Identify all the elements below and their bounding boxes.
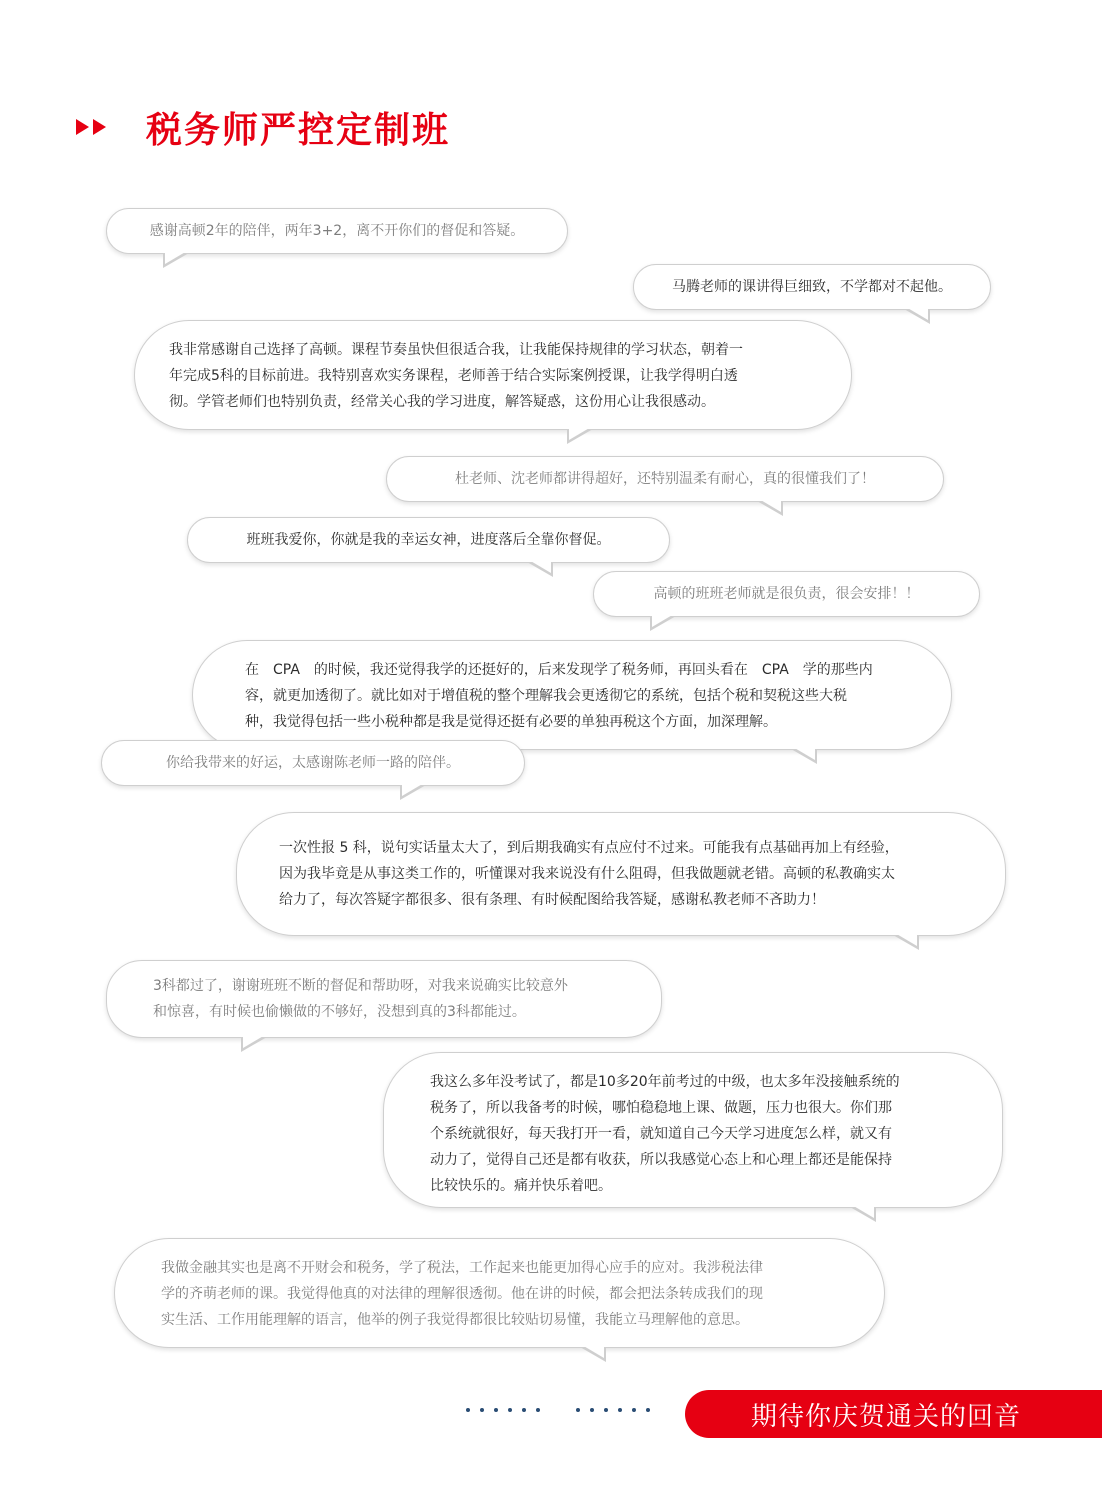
- testimonial-line: 因为我毕竟是从事这类工作的，听懂课对我来说没有什么阻碍，但我做题就老错。高顿的私教确实太: [279, 866, 895, 882]
- testimonial-bubble: [101, 740, 525, 786]
- bubble-tail: [893, 935, 919, 950]
- testimonial-text: 杜老师、沈老师都讲得超好，还特别温柔有耐心，真的很懂我们了！: [455, 471, 875, 487]
- bubble-tail: [791, 749, 817, 764]
- testimonial-line: 我做金融其实也是离不开财会和税务，学了税法，工作起来也能更加得心应手的应对。我涉税法律: [161, 1260, 763, 1276]
- testimonial-line: 一次性报 5 科，说句实话量太大了，到后期我确实有点应付不过来。可能我有点基础再加上有经验，: [279, 840, 899, 856]
- testimonial-line: 容，就更加透彻了。就比如对于增值税的整个理解我会更透彻它的系统，包括个税和契税这些大税: [245, 688, 847, 704]
- page-title: 税务师严控定制班: [146, 109, 451, 151]
- testimonial-text: 马腾老师的课讲得巨细致，不学都对不起他。: [672, 279, 952, 295]
- footer-banner: [685, 1390, 1102, 1438]
- testimonial-bubble: [134, 320, 852, 430]
- testimonial-bubble: [383, 1052, 1003, 1208]
- testimonial-bubble: [236, 812, 1006, 936]
- dots-divider-left: [466, 1408, 540, 1412]
- bubble-tail: [580, 1347, 606, 1362]
- footer-banner-text: 期待你庆贺通关的回音: [751, 1401, 1022, 1432]
- testimonial-bubble: [386, 456, 944, 502]
- testimonial-line: 种，我觉得包括一些小税种都是我是觉得还挺有必要的单独再税这个方面，加深理解。: [245, 714, 777, 730]
- testimonial-line: 在 CPA 的时候，我还觉得我学的还挺好的，后来发现学了税务师，再回头看在 CPA 学的那些内: [245, 662, 873, 678]
- testimonial-bubble: [106, 960, 662, 1038]
- bubble-tail: [163, 253, 189, 268]
- testimonial-bubble: [593, 571, 980, 617]
- testimonial-line: 我非常感谢自己选择了高顿。课程节奏虽快但很适合我，让我能保持规律的学习状态，朝着一: [169, 342, 743, 358]
- bubble-tail: [567, 429, 593, 444]
- testimonial-line: 实生活、工作用能理解的语言，他举的例子我觉得都很比较贴切易懂，我能立马理解他的意思。: [161, 1312, 749, 1328]
- testimonial-text: 班班我爱你，你就是我的幸运女神，进度落后全靠你督促。: [246, 532, 611, 548]
- testimonial-bubble: [114, 1238, 885, 1348]
- testimonial-line: 个系统就很好，每天我打开一看，就知道自己今天学习进度怎么样，就又有: [430, 1126, 892, 1142]
- bubble-tail: [904, 309, 930, 324]
- testimonial-bubble: [106, 208, 568, 254]
- testimonial-line: 和惊喜，有时候也偷懒做的不够好，没想到真的3科都能过。: [153, 1004, 526, 1020]
- double-arrow-icon: [76, 119, 110, 135]
- testimonial-line: 3科都过了，谢谢班班不断的督促和帮助呀，对我来说确实比较意外: [153, 978, 568, 994]
- testimonial-line: 年完成5科的目标前进。我特别喜欢实务课程，老师善于结合实际案例授课，让我学得明白透: [169, 368, 738, 384]
- testimonial-line: 学的齐萌老师的课。我觉得他真的对法律的理解很透彻。他在讲的时候，都会把法条转成我们的现: [161, 1286, 763, 1302]
- bubble-tail: [400, 785, 426, 800]
- dots-divider-right: [576, 1408, 650, 1412]
- testimonial-bubble: [633, 264, 991, 310]
- section-header: [76, 100, 450, 154]
- testimonial-text: 你给我带来的好运，太感谢陈老师一路的陪伴。: [166, 755, 460, 771]
- testimonial-line: 动力了，觉得自己还是都有收获，所以我感觉心态上和心理上都还是能保持: [430, 1152, 892, 1168]
- testimonial-text: 高顿的班班老师就是很负责，很会安排！！: [653, 586, 920, 602]
- testimonial-line: 我这么多年没考试了，都是10多20年前考过的中级，也太多年没接触系统的: [430, 1074, 900, 1090]
- testimonial-line: 给力了，每次答疑字都很多、很有条理、有时候配图给我答疑，感谢私教老师不吝助力！: [279, 892, 825, 908]
- testimonial-bubble: [192, 640, 952, 750]
- testimonial-bubble: [187, 517, 670, 563]
- testimonial-line: 比较快乐的。痛并快乐着吧。: [430, 1178, 612, 1194]
- bubble-tail: [527, 562, 553, 577]
- bubble-tail: [650, 616, 676, 631]
- bubble-tail: [241, 1037, 267, 1052]
- testimonial-line: 彻。学管老师们也特别负责，经常关心我的学习进度，解答疑惑，这份用心让我很感动。: [169, 394, 715, 410]
- bubble-tail: [850, 1207, 876, 1222]
- testimonial-text: 感谢高顿2年的陪伴，两年3+2，离不开你们的督促和答疑。: [149, 223, 525, 239]
- testimonial-line: 税务了，所以我备考的时候，哪怕稳稳地上课、做题，压力也很大。你们那: [430, 1100, 892, 1116]
- bubble-tail: [757, 501, 783, 516]
